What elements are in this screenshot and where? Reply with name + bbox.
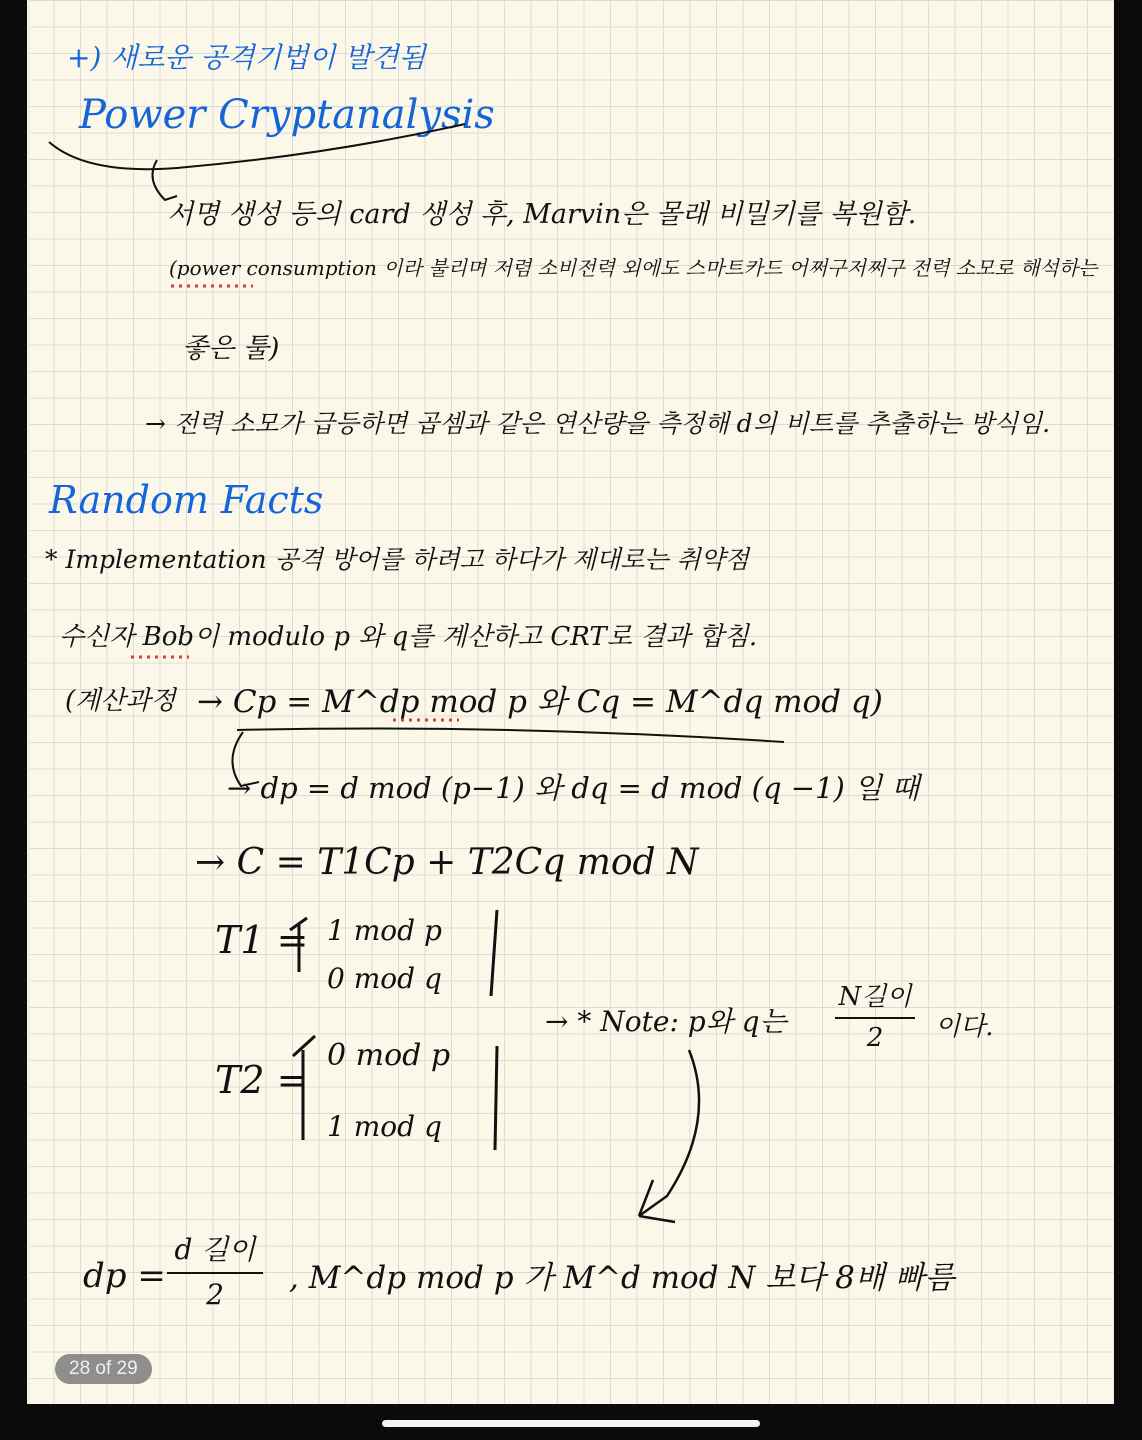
note-page bbox=[27, 0, 1114, 1404]
home-indicator-bar[interactable] bbox=[382, 1420, 760, 1427]
note-line-5: * Implementation 공격 방어를 하려고 하다가 제대로는 취약점 bbox=[45, 545, 749, 574]
note-line-6: 수신자 Bob이 modulo p 와 q를 계산하고 CRT로 결과 합침. bbox=[59, 622, 758, 652]
section1-label: +) 새로운 공격기법이 발견됨 bbox=[67, 41, 426, 74]
final-fraction-den: 2 bbox=[206, 1278, 224, 1311]
note-fraction bbox=[835, 976, 915, 1053]
t2-row-1: 0 mod p bbox=[327, 1038, 451, 1073]
final-fraction-num: d 길이 bbox=[174, 1233, 256, 1266]
note-line-1: 서명 생성 등의 card 생성 후, Marvin은 몰래 비밀키를 복원함. bbox=[167, 199, 917, 230]
fraction-bar bbox=[167, 1272, 263, 1274]
note-line-9: → C = T1Cp + T2Cq mod N bbox=[195, 842, 699, 883]
note-line-3: 좋은 툴) bbox=[182, 333, 280, 364]
note-suffix: 이다. bbox=[935, 1012, 994, 1042]
final-fraction bbox=[167, 1228, 263, 1311]
note-fraction-den: 2 bbox=[866, 1023, 884, 1053]
fraction-bar bbox=[835, 1017, 915, 1019]
note-fraction-num: N길이 bbox=[838, 982, 912, 1012]
page-indicator-badge: 28 of 29 bbox=[55, 1354, 152, 1384]
note-line-7-equation: → Cp = M^dp mod p 와 Cq = M^dq mod q) bbox=[197, 684, 883, 720]
t1-row-1: 1 mod p bbox=[327, 914, 442, 947]
note-line-7-label: (계산과정 bbox=[65, 686, 176, 716]
t2-label: T2 = bbox=[215, 1058, 309, 1102]
note-line-8: → dp = d mod (p−1) 와 dq = d mod (q −1) 일 때 bbox=[227, 771, 920, 805]
section1-title: Power Cryptanalysis bbox=[79, 92, 495, 138]
final-rest: , M^dp mod p 가 M^d mod N 보다 8배 빠름 bbox=[289, 1260, 955, 1296]
note-line-2: (power consumption 이라 불리며 저렴 소비전력 외에도 스마트카드 어쩌구저쩌구 전력 소모로 해석하는 bbox=[169, 256, 1098, 280]
t1-row-2: 0 mod q bbox=[327, 962, 442, 995]
final-lhs: dp = bbox=[83, 1256, 166, 1296]
section2-title: Random Facts bbox=[49, 478, 324, 522]
t2-row-2: 1 mod q bbox=[327, 1110, 442, 1143]
t1-label: T1 = bbox=[215, 918, 309, 962]
note-line-4: → 전력 소모가 급등하면 곱셈과 같은 연산량을 측정해 d의 비트를 추출하는 방식임. bbox=[145, 409, 1051, 438]
note-prefix: → * Note: p와 q는 bbox=[545, 1005, 787, 1038]
